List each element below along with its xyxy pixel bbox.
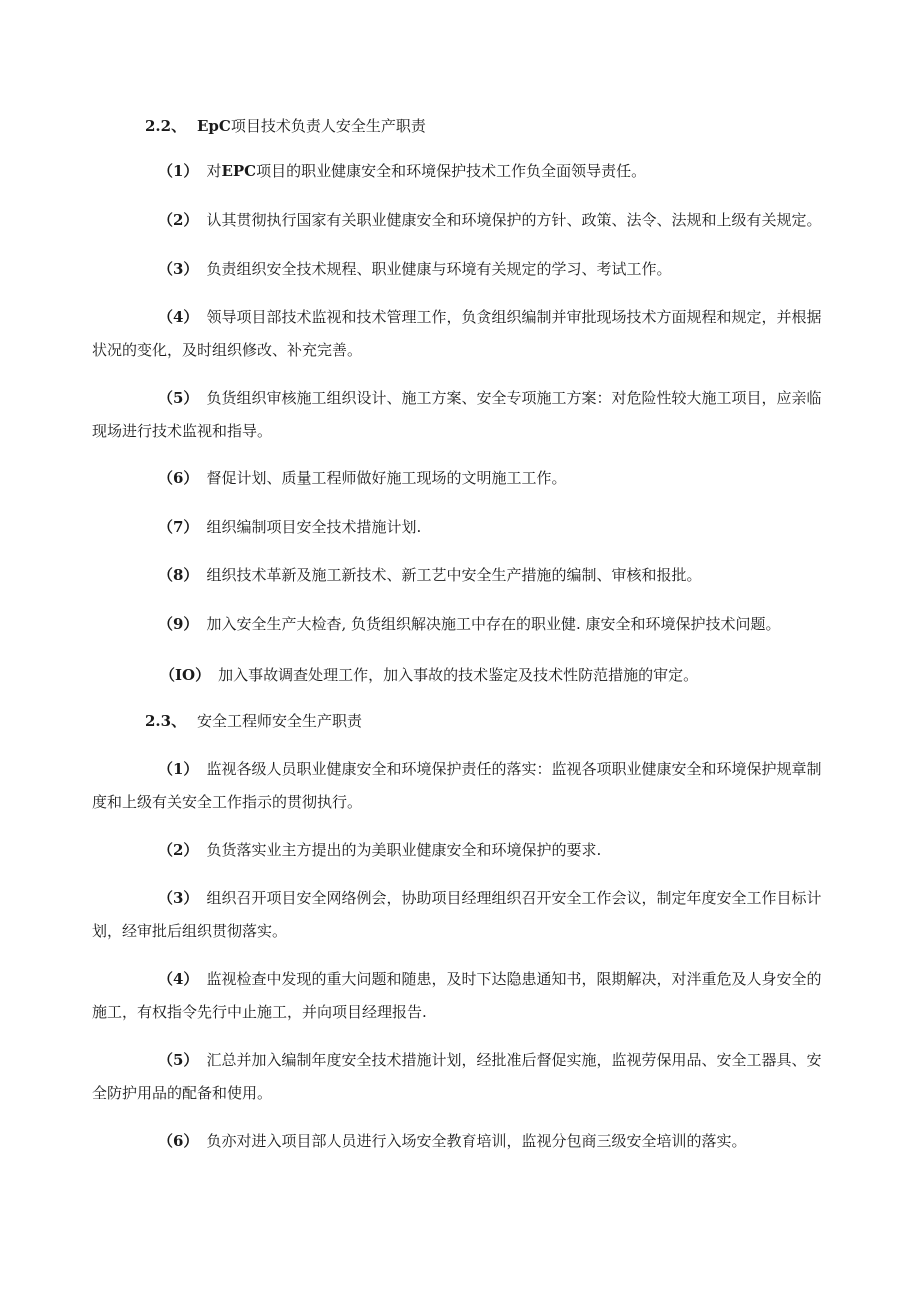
item-marker: （2） <box>158 841 199 859</box>
item-text: 督促计划、质量工程师做好施工现场的文明施工工作。 <box>206 469 567 487</box>
section-title <box>197 110 426 143</box>
item-text: 组织编制项目安全技术措施计划. <box>206 518 422 536</box>
item-marker: （3） <box>158 260 199 278</box>
section-title-prefix: EpC <box>197 117 231 135</box>
item-marker: （8） <box>158 566 199 584</box>
item-marker: （6） <box>158 1132 199 1150</box>
item-marker: （5） <box>158 389 199 407</box>
item-text-continued: 划，经审批后组织贯彻落实。 <box>92 922 288 940</box>
item-marker: （IO） <box>160 666 211 684</box>
item-bold-term: EPC <box>221 162 257 180</box>
item-text: 认其贯彻执行国家有关职业健康安全和环境保护的方针、政策、法令、法规和上级有关规定。 <box>206 211 822 229</box>
item-text: 监视检查中发现的重大问题和随患，及时下达隐患通知书，限期解决，对泮重危及人身安全的 <box>206 970 822 988</box>
item-text: 负亦对进入项目部人员进行入场安全教育培训，监视分包商三级安全培训的落实。 <box>206 1132 747 1150</box>
item-text: 加入事故调查处理工作，加入事故的技术鉴定及技术性防范措施的审定。 <box>218 666 699 684</box>
section-number: 2.2、 <box>145 117 187 135</box>
item-text: 领导项目部技术监视和技术管理工作，负贪组织编制并审批现场技术方面规程和规定，并根据 <box>206 308 822 326</box>
item-marker: （7） <box>158 518 199 536</box>
item-marker: （2） <box>158 211 199 229</box>
item-marker: （1） <box>158 760 199 778</box>
item-text: 组织技术革新及施工新技术、新工艺中安全生产措施的编制、审核和报批。 <box>206 566 702 584</box>
item-text: 监视各级人员职业健康安全和环境保护责任的落实：监视各项职业健康安全和环境保护规章制 <box>206 760 822 778</box>
item-text-continued: 全防护用品的配备和使用。 <box>92 1084 273 1102</box>
item-text-continued: 现场进行技术监视和指导。 <box>92 422 273 440</box>
item-marker: （3） <box>158 889 199 907</box>
item-text: 项目的职业健康安全和环境保护技术工作负全面领导责任。 <box>256 162 647 180</box>
section-number: 2.3、 <box>145 712 187 730</box>
item-text-continued: 度和上级有关安全工作指示的贯彻执行。 <box>92 793 363 811</box>
item-text-continued: 施工，有权指令先行中止施工，并向项目经理报告. <box>92 1003 427 1021</box>
item-marker: （6） <box>158 469 199 487</box>
item-marker: （1） <box>158 162 199 180</box>
item-text: 负责组织安全技术规程、职业健康与环境有关规定的学习、考试工作。 <box>206 260 672 278</box>
section-title: 安全工程师安全生产职责 <box>197 712 363 730</box>
item-text-continued: 状况的变化，及时组织修改、补充完善。 <box>92 341 363 359</box>
section-title-rest: 项目技术负责人安全生产职责 <box>230 117 426 135</box>
item-text: 汇总并加入编制年度安全技术措施计划，经批准后督促实施，监视劳保用品、安全工器具、安 <box>206 1051 822 1069</box>
item-marker: （4） <box>158 970 199 988</box>
item-text: 负货组织审核施工组织设计、施工方案、安全专项施工方案：对危险性较大施工项目，应亲临 <box>206 389 822 407</box>
item-prefix: 对 <box>206 162 222 180</box>
item-marker: （9） <box>158 615 199 633</box>
item-text: 加入安全生产大检杳, 负货组织解决施工中存在的职业健. 康安全和环境保护技术问题。 <box>206 615 781 633</box>
item-marker: （5） <box>158 1051 199 1069</box>
item-text: 负货落实业主方提出的为美职业健康安全和环境保护的要求. <box>206 841 602 859</box>
item-text: 组织召开项目安全网络例会，协助项目经理组织召开安全工作会议，制定年度安全工作目标计 <box>206 889 822 907</box>
item-marker: （4） <box>158 308 199 326</box>
